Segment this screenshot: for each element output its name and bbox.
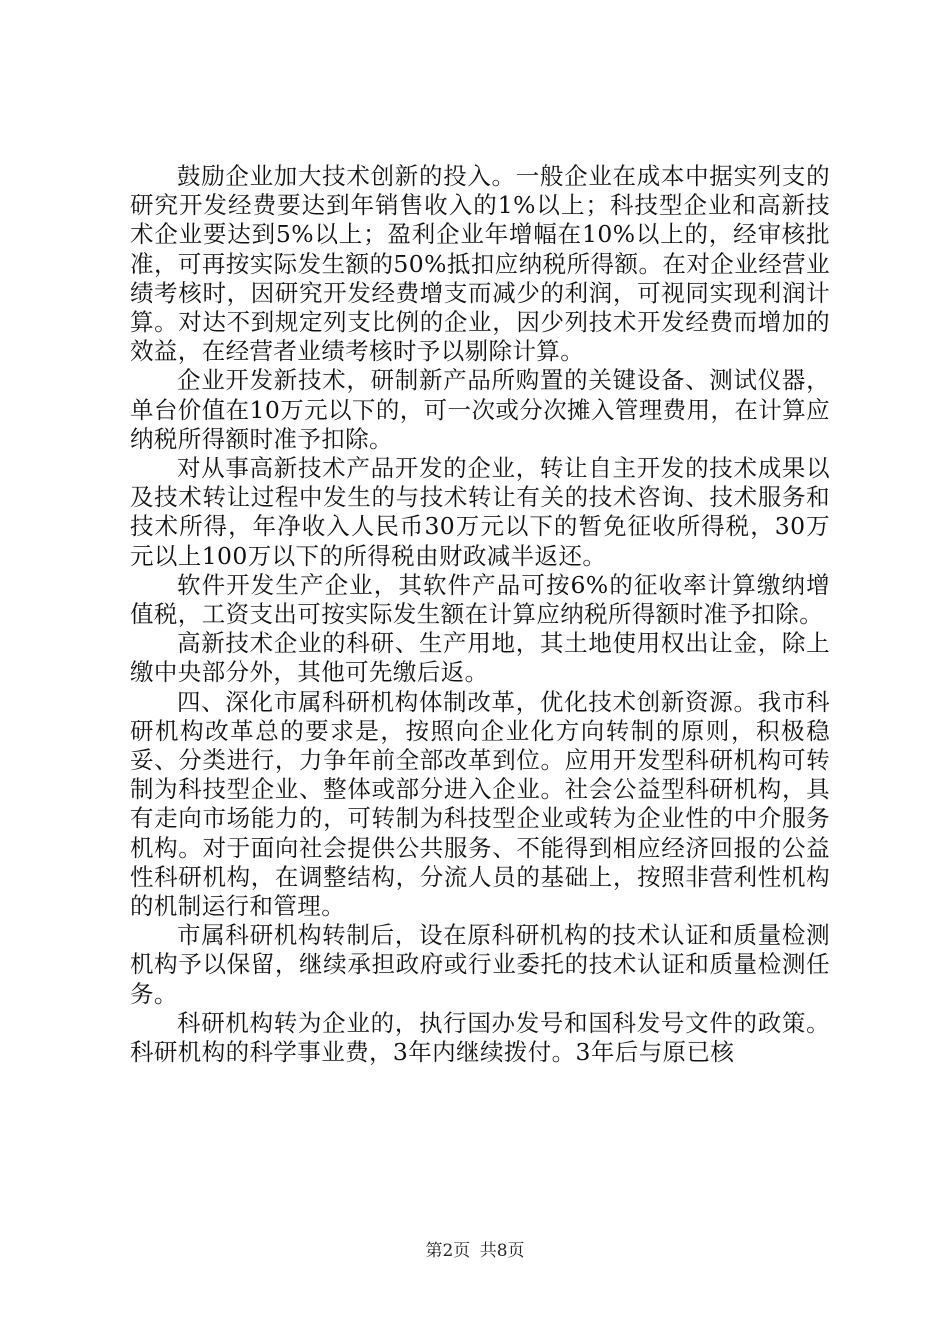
page-footer <box>0 1240 950 1262</box>
paragraph-5: 高新技术企业的科研、生产用地，其土地使用权出让金，除上缴中央部分外，其他可先缴后返。 <box>130 629 830 687</box>
paragraph-7: 市属科研机构转制后，设在原科研机构的技术认证和质量检测机构予以保留，继续承担政府或行业委托的技术认证和质量检测任务。 <box>130 921 830 1008</box>
paragraph-2: 企业开发新技术，研制新产品所购置的关键设备、测试仪器，单台价值在10万元以下的，可一次或分次摊入管理费用，在计算应纳税所得额时准予扣除。 <box>130 366 830 453</box>
document-body <box>130 162 830 1067</box>
paragraph-8: 科研机构转为企业的，执行国办发号和国科发号文件的政策。科研机构的科学事业费，3年内继续拨付。3年后与原已核 <box>130 1008 830 1067</box>
paragraph-3: 对从事高新技术产品开发的企业，转让自主开发的技术成果以及技术转让过程中发生的与技术转让有关的技术咨询、技术服务和技术所得，年净收入人民币30万元以下的暂免征收所得税，30万元以上100万以下的所得税由财政减半返还。 <box>130 454 830 570</box>
paragraph-1: 鼓励企业加大技术创新的投入。一般企业在成本中据实列支的研究开发经费要达到年销售收入的1%以上；科技型企业和高新技术企业要达到5%以上；盈利企业年增幅在10%以上的，经审核批准，可再按实际发生额的50%抵扣应纳税所得额。在对企业经营业绩考核时，因研究开发经费增支而减少的利润，可视同实现利润计算。对达不到规定列支比例的企业，因少列技术开发经费而增加的效益，在经营者业绩考核时予以剔除计算。 <box>130 162 830 366</box>
paragraph-6: 四、深化市属科研机构体制改革，优化技术创新资源。我市科研机构改革总的要求是，按照向企业化方向转制的原则，积极稳妥、分类进行，力争年前全部改革到位。应用开发型科研机构可转制为科技型企业、整体或部分进入企业。社会公益型科研机构，具有走向市场能力的，可转制为科技型企业或转为企业性的中介服务机构。对于面向社会提供公共服务、不能得到相应经济回报的公益性科研机构，在调整结构，分流人员的基础上，按照非营利性机构的机制运行和管理。 <box>130 687 830 921</box>
current-page-number: 第2页 <box>425 1241 471 1261</box>
paragraph-4: 软件开发生产企业，其软件产品可按6%的征收率计算缴纳增值税，工资支出可按实际发生额在计算应纳税所得额时准予扣除。 <box>130 570 830 629</box>
total-page-count: 共8页 <box>479 1241 525 1261</box>
